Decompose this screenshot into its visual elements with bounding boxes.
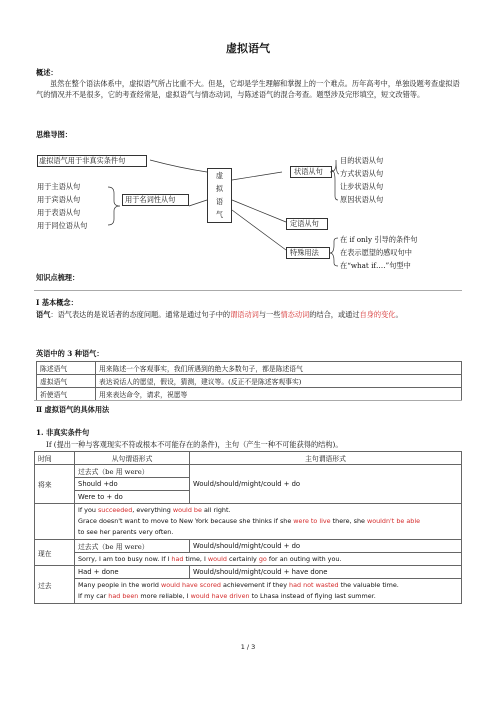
table-row (35, 553, 462, 566)
mindmap-special-item: 在 if only 引导的条件句 (340, 235, 418, 244)
mindmap-adverbial-item: 目的状语从句 (340, 156, 384, 165)
mindmap-adverbial-box: 状语从句 (290, 166, 332, 178)
table-row (37, 375, 462, 388)
main-form: Would/should/might/could + do (190, 465, 462, 504)
clause-form: Should +do (75, 478, 190, 491)
mindmap-left-item: 用于表语从句 (37, 208, 81, 217)
center-char: 气 (215, 210, 224, 219)
table-row (35, 465, 462, 478)
clause-form: Were to + do (75, 491, 190, 504)
definition-label: 语气 (36, 310, 51, 319)
column-header: 时间 (35, 452, 75, 465)
definition-text: 的结合，或通过 (309, 310, 360, 319)
page-title: 虚拟语气 (226, 42, 270, 55)
table-row (35, 504, 462, 540)
clause-form: Had + done (75, 566, 190, 579)
table-row (35, 540, 462, 553)
mindmap-special-item: 在表示愿望的感叹句中 (340, 248, 412, 257)
main-form: Would/should/might/could + have done (190, 566, 462, 579)
highlight-term: 自身的变化 (359, 310, 396, 319)
example-cell: Sorry, I am too busy now. If I had time, I would certainly go for an outing with you. (75, 553, 462, 566)
clause-form: 过去式（be 用 were） (75, 540, 190, 553)
center-char: 语 (215, 197, 224, 206)
section1-heading: Ⅰ 基本概念： (36, 298, 78, 307)
mood-name: 祈使语气 (37, 388, 96, 401)
main-form: Would/should/might/could + do (190, 540, 462, 553)
definition-paragraph (36, 310, 462, 321)
highlight-term: 情态动词 (280, 310, 310, 319)
mindmap-left-item: 用于同位语从句 (37, 221, 88, 230)
center-char: 拟 (215, 184, 224, 193)
page-number: 1 / 3 (240, 643, 256, 651)
mindmap-special-box: 特殊用法 (286, 247, 330, 259)
example-sentence: If you succeeded, everything would be all right. (78, 506, 231, 514)
table-header-row (35, 452, 462, 465)
section2-subdesc: If (提出一种与客观现实不符或根本不可能存在的条件)，主句（产生一种不可能获得的结构)。 (46, 440, 343, 449)
mindmap-heading: 思维导图： (36, 130, 72, 139)
mindmap-noun-clause-box: 用于名词性从句 (122, 194, 189, 206)
mood-desc: 表达说话人的愿望，假设，猜测，建议等。(反正不是陈述客观事实) (96, 375, 462, 388)
knowledge-heading: 知识点梳理： (36, 273, 80, 282)
table-row (35, 566, 462, 579)
time-label: 过去 (35, 566, 75, 604)
example-sentence: If my car had been more reliable, I would have driven to Lhasa instead of flying last summer. (78, 592, 376, 600)
mindmap-attributive-box: 定语从句 (286, 218, 328, 230)
table-row (37, 388, 462, 401)
divider (34, 290, 462, 291)
mindmap-adverbial-item: 方式状语从句 (340, 169, 384, 178)
mindmap-center-box (207, 168, 232, 223)
time-label: 现在 (35, 540, 75, 566)
conditional-table (34, 451, 462, 604)
example-sentence: to see her parents very often. (78, 528, 174, 536)
definition-text: ：语气表达的是说话者的态度问题。通常是通过句子中的 (50, 310, 231, 319)
divider (34, 400, 462, 401)
overview-heading: 概述： (36, 68, 58, 77)
section2-subheading: 1. 非真实条件句 (36, 428, 90, 437)
mindmap-left-item: 用于主语从句 (37, 182, 81, 191)
table-row (37, 362, 462, 375)
example-cell (75, 579, 462, 604)
moods-heading: 英语中的 3 种语气： (36, 349, 104, 358)
mood-desc: 用来表达命令，请求，祝愿等 (96, 388, 462, 401)
mood-name: 陈述语气 (37, 362, 96, 375)
mindmap-top-box: 虚拟语气用于非真实条件句 (37, 155, 147, 167)
time-label: 将来 (35, 465, 75, 504)
mood-name: 虚拟语气 (37, 375, 96, 388)
mood-desc: 用来陈述一个客观事实，我们所遇到的绝大多数句子，都是陈述语气 (96, 362, 462, 375)
column-header: 主句谓语形式 (190, 452, 462, 465)
overview-body: 虽然在整个语法体系中，虚拟语气所占比重不大。但是，它却是学生理解和掌握上的一个难点。历年高考中，单独设题考查虚拟语气的情况并不是很多，它的考查经常是，虚拟语气与情态动词，与陈述语气的混合考查。题型涉及完形填空，短文改错等。 (36, 79, 460, 99)
section2-heading: Ⅱ 虚拟语气的具体用法 (36, 405, 110, 414)
column-header: 从句谓语形式 (75, 452, 190, 465)
example-cell (75, 504, 462, 540)
center-char: 虚 (215, 171, 224, 180)
empty-cell (35, 504, 75, 540)
table-row (35, 579, 462, 604)
clause-form: 过去式（be 用 were） (75, 465, 190, 478)
definition-text: 。 (395, 310, 403, 319)
mindmap-special-item: 在“what if….”句型中 (340, 261, 411, 270)
moods-table (36, 361, 462, 401)
mindmap-adverbial-item: 原因状语从句 (340, 195, 384, 204)
definition-text: 与一些 (258, 310, 281, 319)
mindmap-adverbial-item: 让步状语从句 (340, 182, 384, 191)
highlight-term: 谓语动词 (230, 310, 259, 319)
mindmap-left-item: 用于宾语从句 (37, 195, 81, 204)
example-sentence: Grace doesn't want to move to New York because she thinks if she were to live there, she wouldn't be able (78, 517, 421, 525)
example-sentence: Many people in the world would have scored achievement if they had not wasted the valuable time. (78, 581, 399, 589)
